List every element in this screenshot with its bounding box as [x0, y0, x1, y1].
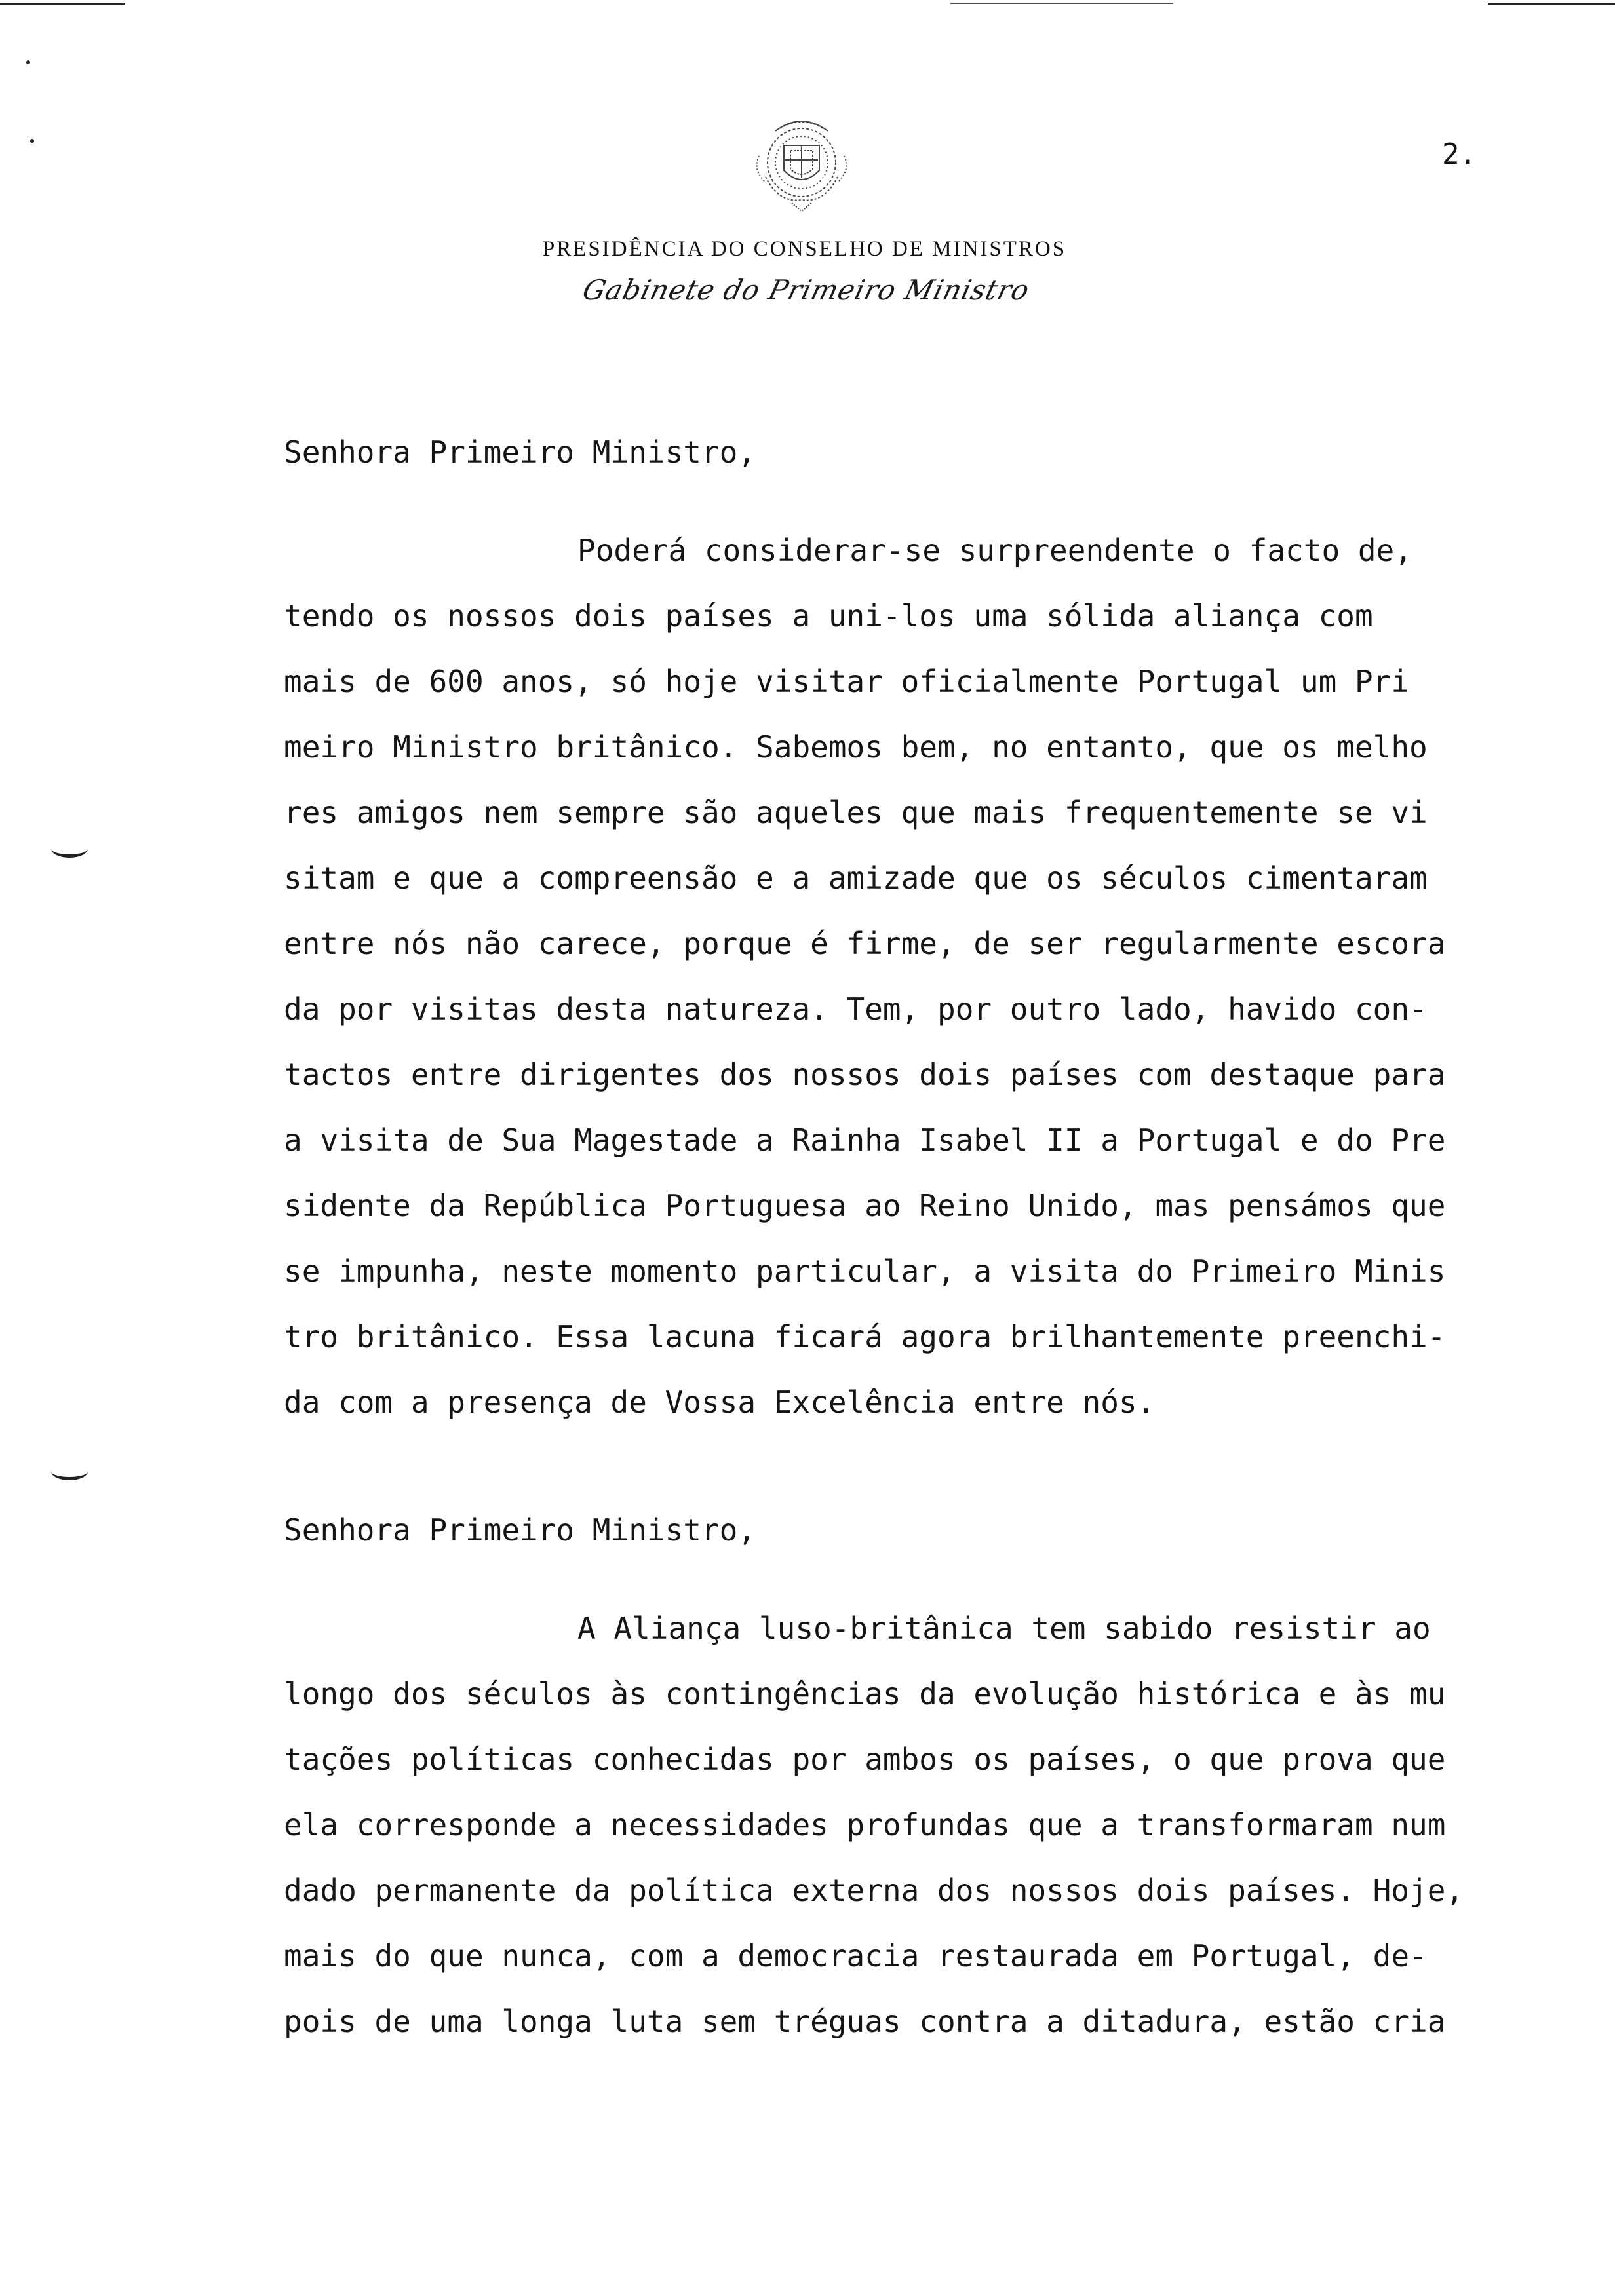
paragraph-line: da por visitas desta natureza. Tem, por outro lado, havido con-: [284, 991, 1428, 1027]
coat-of-arms-seal-icon: [739, 105, 864, 216]
paragraph-line: tendo os nossos dois países a uni-los uma sólida aliança com: [284, 598, 1373, 634]
paragraph-line: a visita de Sua Magestade a Rainha Isabel II a Portugal e do Pre: [284, 1122, 1446, 1158]
paragraph-line: pois de uma longa luta sem tréguas contra a ditadura, estão cria: [284, 2004, 1446, 2039]
paragraph-line: tações políticas conhecidas por ambos os países, o que prova que: [284, 1742, 1446, 1777]
scan-edge-line: [0, 3, 125, 5]
paragraph-line: sidente da República Portuguesa ao Reino Unido, mas pensámos que: [284, 1188, 1446, 1223]
binding-hole-mark: [51, 1463, 88, 1480]
paragraph-line: dado permanente da política externa dos nossos dois países. Hoje,: [284, 1873, 1464, 1908]
paragraph-line: meiro Ministro britânico. Sabemos bem, no entanto, que os melho: [284, 729, 1428, 765]
paragraph-line: entre nós não carece, porque é firme, de ser regularmente escora: [284, 926, 1446, 961]
salutation: Senhora Primeiro Ministro,: [284, 1512, 756, 1548]
paragraph-line: ela corresponde a necessidades profundas que a transformaram num: [284, 1807, 1446, 1843]
paragraph-line: mais do que nunca, com a democracia restaurada em Portugal, de-: [284, 1938, 1428, 1974]
page-number: 2.: [1442, 138, 1477, 171]
paragraph-line: tro britânico. Essa lacuna ficará agora brilhantemente preenchi-: [284, 1319, 1446, 1354]
paragraph-line: A Aliança luso-britânica tem sabido resistir ao: [577, 1611, 1431, 1646]
salutation: Senhora Primeiro Ministro,: [284, 434, 756, 470]
paragraph-line: da com a presença de Vossa Excelência entre nós.: [284, 1385, 1156, 1420]
scan-speck: [30, 139, 34, 143]
paragraph-line: Poderá considerar-se surpreendente o facto de,: [577, 533, 1412, 568]
paragraph-line: mais de 600 anos, só hoje visitar oficialmente Portugal um Pri: [284, 664, 1410, 699]
binding-hole-mark: [51, 840, 88, 858]
letterhead-cabinet: Gabinete do Primeiro Ministro: [579, 274, 1033, 306]
paragraph-line: tactos entre dirigentes dos nossos dois países com destaque para: [284, 1057, 1446, 1092]
paragraph-line: longo dos séculos às contingências da evolução histórica e às mu: [284, 1676, 1446, 1712]
paragraph-line: res amigos nem sempre são aqueles que mais frequentemente se vi: [284, 795, 1428, 830]
paragraph-line: sitam e que a compreensão e a amizade que os séculos cimentaram: [284, 860, 1428, 896]
letterhead-institution: PRESIDÊNCIA DO CONSELHO DE MINISTROS: [542, 237, 1067, 261]
scan-edge-line: [950, 3, 1173, 4]
scan-speck: [26, 60, 30, 64]
paragraph-line: se impunha, neste momento particular, a visita do Primeiro Minis: [284, 1253, 1446, 1289]
scan-edge-line: [1488, 3, 1615, 5]
